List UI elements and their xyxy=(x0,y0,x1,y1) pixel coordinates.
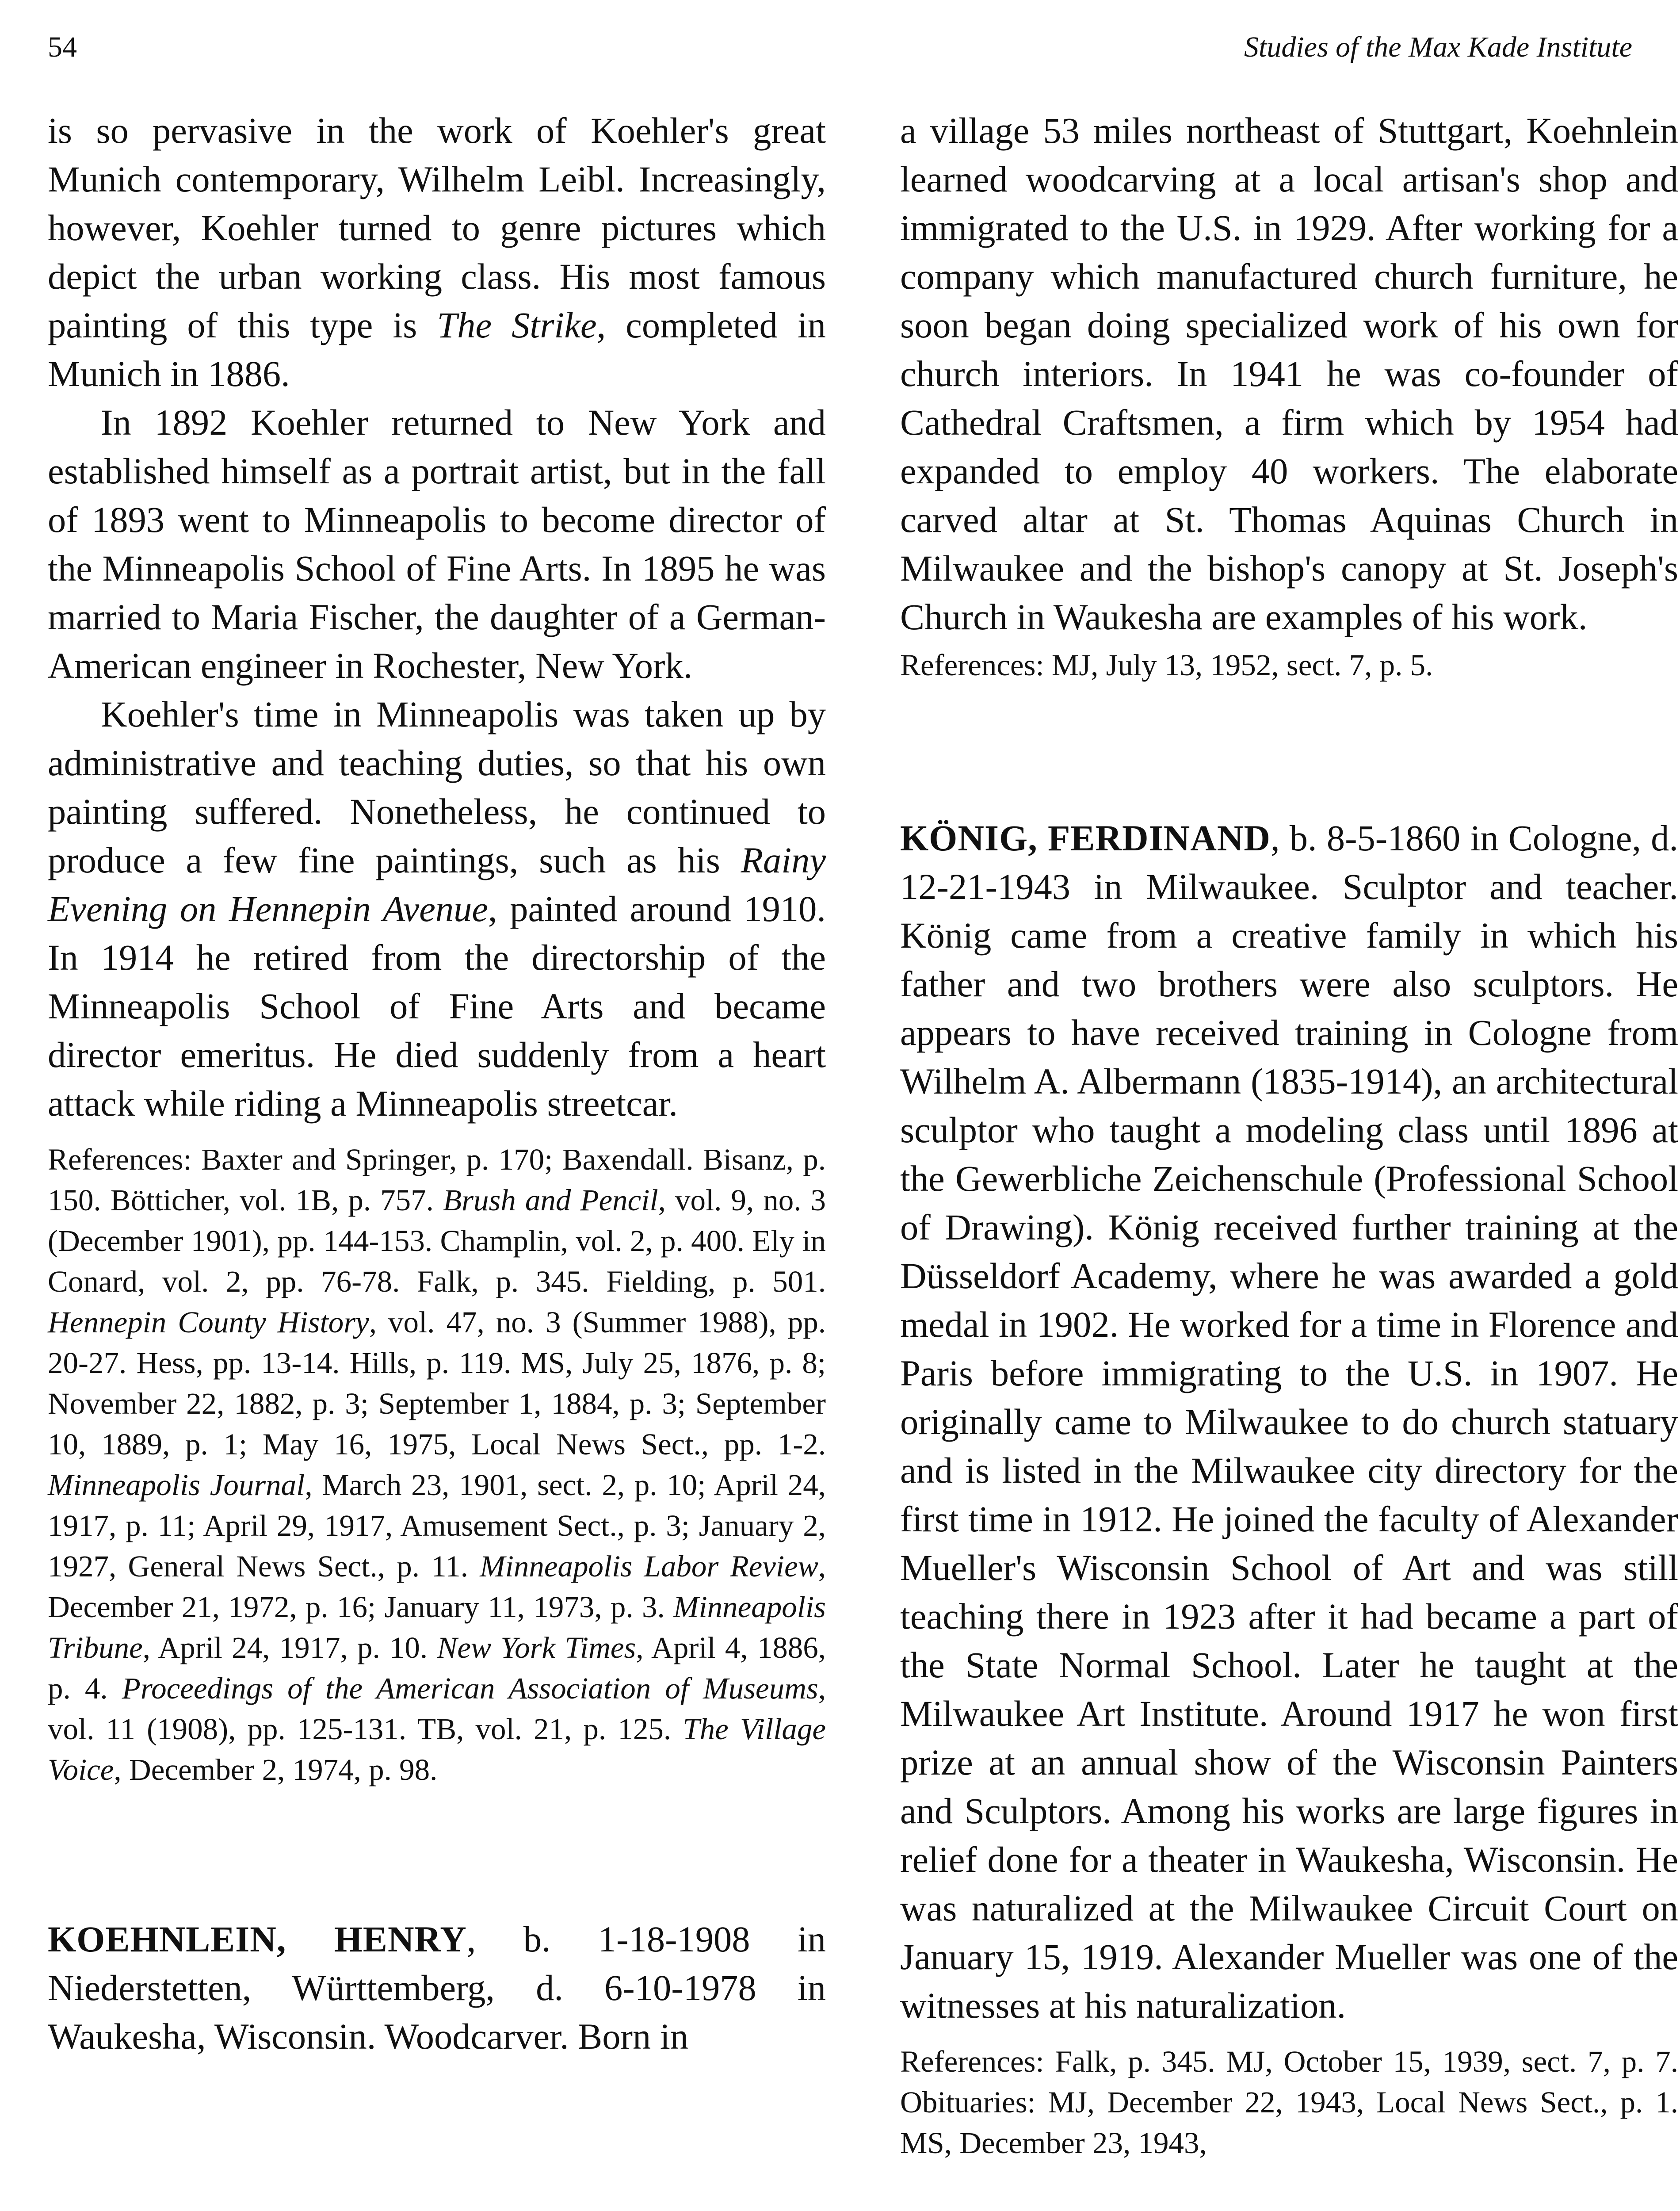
konig-entry: KÖNIG, FERDINAND, b. 8-5-1860 in Cologne, d. 12-21-1943 in Milwaukee. Sculptor and teacher. König came from a creative family in which his father and two brothers were also sculptors. He appears to have received training in Cologne from Wilhelm A. Albermann (1835-1914), an architectural sculptor who taught a modeling class until 1896 at the Gewerbliche Zeichenschule (Professional School of Drawing). König received further training at the Düsseldorf Academy, where he was awarded a gold medal in 1902. He worked for a time in Florence and Paris before immigrating to the U.S. in 1907. He originally came to Milwaukee to do church statuary and is listed in the Milwaukee city directory for the first time in 1912. He joined the faculty of Alexander Mueller's Wisconsin School of Art and was still teaching there in 1923 after it had became a part of the State Normal School. Later he taught at the Milwaukee Art Institute. Around 1917 he won first prize at an annual show of the Wisconsin Painters and Sculptors. Among his works are large figures in relief done for a theater in Waukesha, Wisconsin. He was naturalized at the Milwaukee Circuit Court on January 15, 1919. Alexander Mueller was one of the witnesses at his naturalization. xyxy=(900,818,1679,2026)
koehler-references: References: Baxter and Springer, p. 170; Baxendall. Bisanz, p. 150. Bötticher, vol. 1B, p. 757. Brush and Pencil, vol. 9, no. 3 (December 1901), pp. 144-153. Champlin, vol. 2, p. 400. Ely in Conard, vol. 2, pp. 76-78. Falk, p. 345. Fielding, p. 501. Hennepin County History, vol. 47, no. 3 (Summer 1988), pp. 20-27. Hess, pp. 13-14. Hills, p. 119. MS, July 25, 1876, p. 8; November 22, 1882, p. 3; September 1, 1884, p. 3; September 10, 1889, p. 1; May 16, 1975, Local News Sect., pp. 1-2. Minneapolis Journal, March 23, 1901, sect. 2, p. 10; April 24, 1917, p. 11; April 29, 1917, Amusement Sect., p. 3; January 2, 1927, General News Sect., p. 11. Minneapolis Labor Review, December 21, 1972, p. 16; January 11, 1973, p. 3. Minneapolis Tribune, April 24, 1917, p. 10. New York Times, April 4, 1886, p. 4. Proceedings of the American Association of Museums, vol. 11 (1908), pp. 125-131. TB, vol. 21, p. 125. The Village Voice, December 2, 1974, p. 98. xyxy=(48,1143,826,1786)
konig-name: KÖNIG, FERDINAND xyxy=(900,818,1271,858)
koehnlein-references: References: MJ, July 13, 1952, sect. 7, p. 5. xyxy=(900,648,1433,682)
page-number: 54 xyxy=(48,31,77,63)
koehler-paragraph-2: In 1892 Koehler returned to New York and established himself as a portrait artist, but in the fall of 1893 went to Minneapolis to become director of the Minneapolis School of Fine Arts. In 1895 he was married to Maria Fischer, the daughter of a German-American engineer in Rochester, New York. xyxy=(48,402,826,686)
koehnlein-name: KOEHNLEIN, HENRY xyxy=(48,1919,467,1959)
left-column xyxy=(48,106,826,2061)
konig-references: References: Falk, p. 345. MJ, October 15, 1939, sect. 7, p. 7. Obituaries: MJ, December 22, 1943, Local News Sect., p. 1. MS, December 23, 1943, xyxy=(900,2045,1678,2160)
koehnlein-entry-intro: KOEHNLEIN, HENRY, b. 1-18-1908 in Niederstetten, Württemberg, d. 6-10-1978 in Waukesha, Wisconsin. Woodcarver. Born in xyxy=(48,1919,826,2057)
running-head: Studies of the Max Kade Institute xyxy=(1244,31,1632,63)
koehler-paragraph-3: Koehler's time in Minneapolis was taken up by administrative and teaching duties, so that his own painting suffered. Nonetheless, he continued to produce a few fine paintings, such as his Rainy Evening on Hennepin Avenue, painted around 1910. In 1914 he retired from the directorship of the Minneapolis School of Fine Arts and became director emeritus. He died suddenly from a heart attack while riding a Minneapolis streetcar. xyxy=(48,694,826,1124)
right-column xyxy=(900,106,1678,2163)
koehnlein-paragraph: a village 53 miles northeast of Stuttgart, Koehnlein learned woodcarving at a local artisan's shop and immigrated to the U.S. in 1929. After working for a company which manufactured church furniture, he soon began doing specialized work of his own for church interiors. In 1941 he was co-founder of Cathedral Craftsmen, a firm which by 1954 had expanded to employ 40 workers. The elaborate carved altar at St. Thomas Aquinas Church in Milwaukee and the bishop's canopy at St. Joseph's Church in Waukesha are examples of his work. xyxy=(900,110,1678,637)
koehler-paragraph-1: is so pervasive in the work of Koehler's great Munich contemporary, Wilhelm Leibl. Increasingly, however, Koehler turned to genre pictures which depict the urban working class. His most famous painting of this type is The Strike, completed in Munich in 1886. xyxy=(48,110,826,394)
